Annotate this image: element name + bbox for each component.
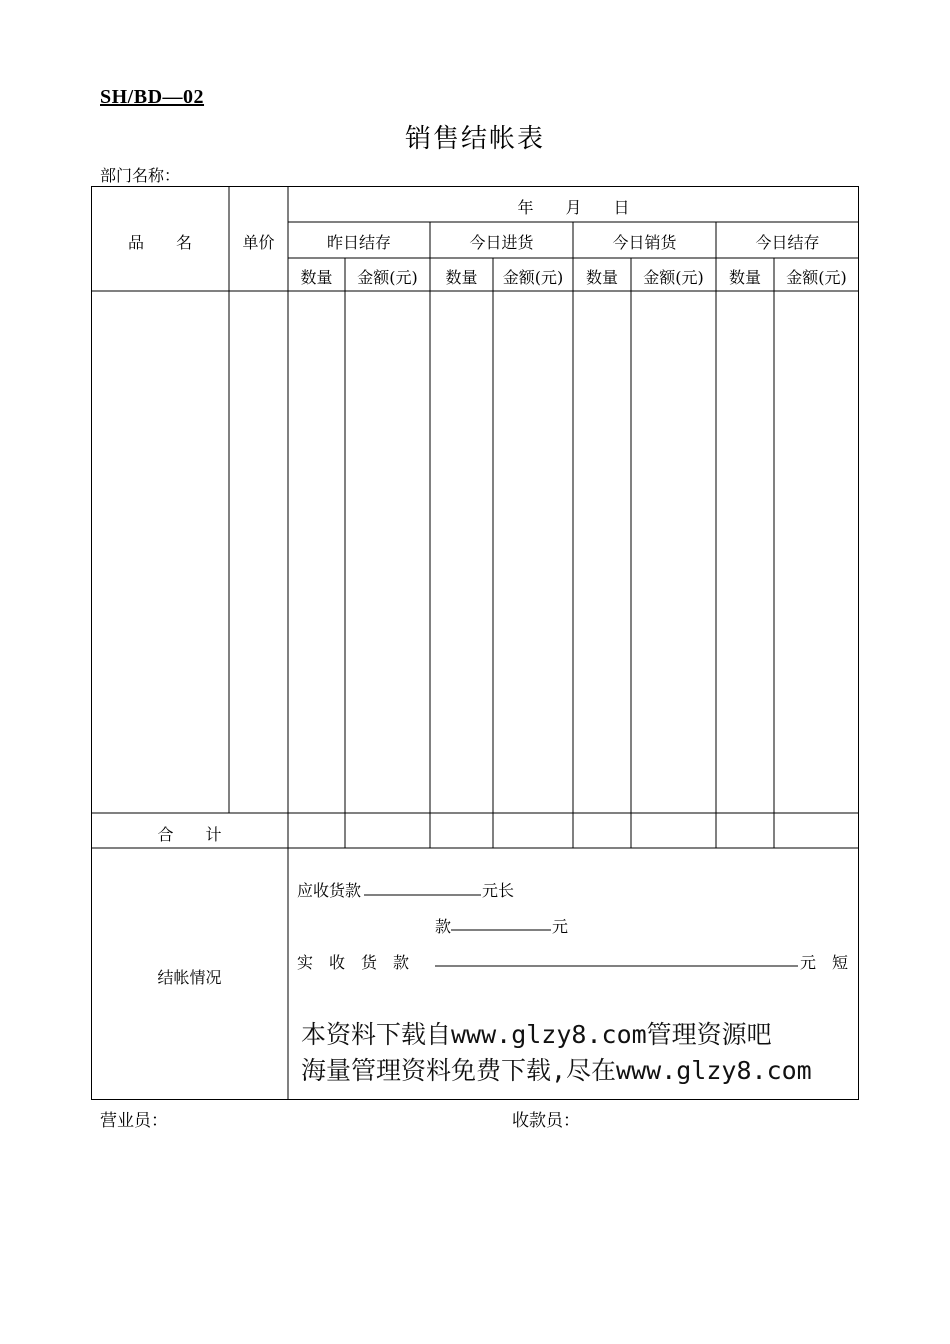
group-today-stock: 今日结存 bbox=[755, 233, 820, 252]
receivable-unit: 元长 bbox=[482, 881, 515, 900]
sub-amount: 金额(元) bbox=[357, 268, 418, 287]
watermark-line-2: 海量管理资料免费下载,尽在www.glzy8.com bbox=[301, 1056, 812, 1085]
date-header: 年 月 日 bbox=[517, 198, 630, 217]
sub-qty: 数量 bbox=[300, 268, 333, 287]
form-title: 销售结帐表 bbox=[404, 124, 545, 154]
actual-received-unit: 元 短 bbox=[800, 953, 849, 972]
kuan-unit: 元 bbox=[552, 917, 569, 936]
kuan-label: 款 bbox=[435, 917, 452, 936]
watermark-line-1: 本资料下载自www.glzy8.com管理资源吧 bbox=[301, 1020, 772, 1049]
sub-amount: 金额(元) bbox=[643, 268, 704, 287]
group-today-sales: 今日销货 bbox=[612, 233, 677, 252]
department-label: 部门名称： bbox=[100, 166, 181, 185]
col-product-name: 品 名 bbox=[127, 233, 192, 252]
table-grid-lines bbox=[91, 186, 859, 1100]
sub-qty: 数量 bbox=[445, 268, 478, 287]
sub-qty: 数量 bbox=[728, 268, 761, 287]
group-today-purchase: 今日进货 bbox=[469, 233, 534, 252]
group-yesterday-stock: 昨日结存 bbox=[326, 233, 391, 252]
salesperson-label: 营业员： bbox=[100, 1111, 168, 1131]
sub-amount: 金额(元) bbox=[502, 268, 564, 287]
actual-received-label: 实 收 货 款 bbox=[297, 953, 410, 972]
sub-qty: 数量 bbox=[585, 268, 618, 287]
settlement-label: 结帐情况 bbox=[157, 968, 222, 987]
col-unit-price: 单价 bbox=[242, 233, 275, 252]
sales-settlement-table bbox=[91, 186, 859, 1100]
receivable-label: 应收货款 bbox=[297, 881, 362, 900]
cashier-label: 收款员： bbox=[512, 1111, 580, 1131]
sub-amount: 金额(元) bbox=[786, 268, 847, 287]
total-row-label: 合 计 bbox=[157, 825, 222, 844]
form-code: SH/BD—02 bbox=[100, 86, 205, 108]
